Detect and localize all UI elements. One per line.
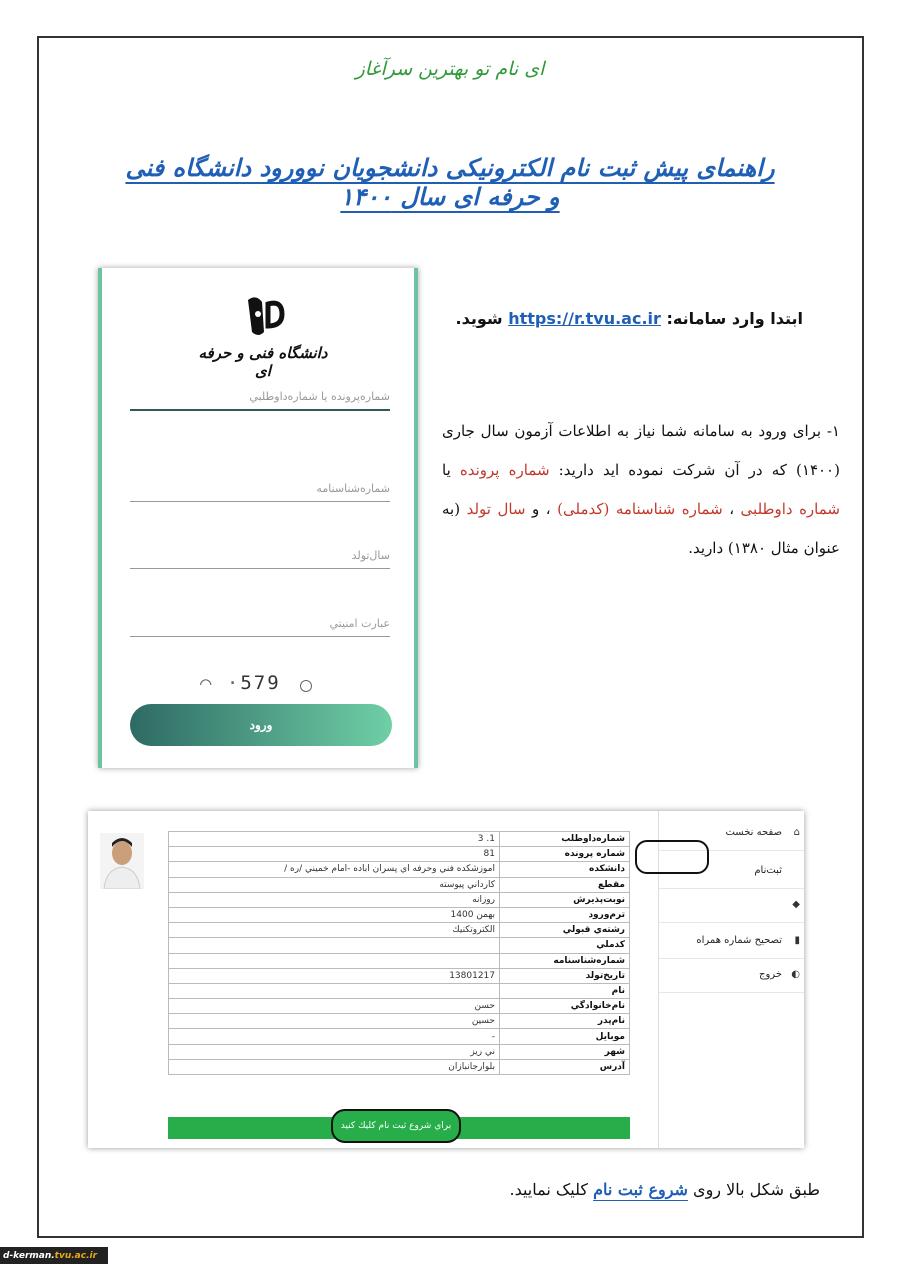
table-row xyxy=(169,1044,630,1059)
hl-candidate-number: شماره داوطلبی xyxy=(740,500,840,518)
sidebar-item-edit-mobile[interactable] xyxy=(658,923,804,959)
captcha-input[interactable]: عبارت امنيتي xyxy=(130,617,390,637)
login-card xyxy=(98,268,418,768)
hl-file-number: شماره پرونده xyxy=(459,461,550,479)
row-value: روزانه xyxy=(169,892,500,907)
sidebar-item-label: تصحيح شماره همراه xyxy=(696,935,782,946)
table-row xyxy=(169,999,630,1014)
sidebar-item-label: خروج xyxy=(759,969,782,980)
home-icon: ⌂ xyxy=(793,827,800,838)
row-value: حسن xyxy=(169,999,500,1014)
student-photo xyxy=(100,833,144,889)
row-value: 13801217 xyxy=(169,968,500,983)
table-row xyxy=(169,907,630,922)
table-row xyxy=(169,968,630,983)
row-value xyxy=(169,938,500,953)
row-key: شماره پرونده xyxy=(500,847,630,862)
basmala-heading: ای نام تو بهترین سرآغاز xyxy=(355,58,545,80)
table-row xyxy=(169,847,630,862)
or-text: یا xyxy=(442,461,451,479)
table-row xyxy=(169,938,630,953)
student-info-table xyxy=(168,831,630,1075)
captcha-row xyxy=(200,672,330,700)
sidebar-item-hidden[interactable] xyxy=(658,887,804,923)
captcha-refresh-radio[interactable] xyxy=(300,680,312,692)
table-row xyxy=(169,892,630,907)
table-row xyxy=(169,983,630,998)
row-value: حسين xyxy=(169,1014,500,1029)
footer-site-tag xyxy=(0,1247,108,1264)
row-key: نام xyxy=(500,983,630,998)
sidebar-item-logout[interactable] xyxy=(658,957,804,993)
sidebar-item-label: صفحه نخست xyxy=(725,827,782,838)
row-value: الكتروتكنيك xyxy=(169,923,500,938)
start-registration-button[interactable]: براي شروع ثبت نام كليك كنيد xyxy=(331,1109,461,1143)
tag-icon: ◆ xyxy=(792,899,800,910)
portal-url-link[interactable]: https://r.tvu.ac.ir xyxy=(508,309,661,328)
login-button[interactable]: ورود xyxy=(130,704,392,746)
row-value: ني ريز xyxy=(169,1044,500,1059)
row-key: شماره‌شناسنامه xyxy=(500,953,630,968)
captcha-image: ⌒ ·579 xyxy=(200,672,281,694)
step-text-2: (به عنوان مثال ۱۳۸۰) دارید. xyxy=(442,500,840,557)
table-row xyxy=(169,1014,630,1029)
row-key: دانشکده xyxy=(500,862,630,877)
footer-tag-prefix: d-kerman. xyxy=(3,1250,55,1261)
row-value xyxy=(169,983,500,998)
row-key: مقطع xyxy=(500,877,630,892)
row-value: كارداني پيوسته xyxy=(169,877,500,892)
table-row xyxy=(169,953,630,968)
university-name: دانشگاه فنی و حرفه ای xyxy=(198,344,328,380)
row-key: نام‌پدر xyxy=(500,1014,630,1029)
intro-suffix: شوید. xyxy=(455,309,503,328)
footer-tag-domain: tvu.ac.ir xyxy=(54,1250,98,1261)
row-key: نام‌خانوادگي xyxy=(500,999,630,1014)
row-value: بلوارجانبازان xyxy=(169,1059,500,1074)
file-number-input[interactable]: شماره‌پرونده یا شماره‌داوطلبي xyxy=(130,390,390,411)
row-value: بهمن 1400 xyxy=(169,907,500,922)
intro-prefix: ابتدا وارد سامانه: xyxy=(666,309,803,328)
hl-id-number: شماره شناسنامه (کدملی) xyxy=(557,500,723,518)
university-logo xyxy=(198,292,328,380)
final-highlight: شروع ثبت نام xyxy=(593,1180,688,1199)
row-key: شهر xyxy=(500,1044,630,1059)
row-key: آدرس xyxy=(500,1059,630,1074)
birth-year-input[interactable]: سال‌تولد xyxy=(130,549,390,569)
table-row xyxy=(169,1029,630,1044)
step-number: ۱- xyxy=(826,422,840,440)
toggle-icon: ◐ xyxy=(791,969,800,980)
row-value: 81 xyxy=(169,847,500,862)
row-value: - xyxy=(169,1029,500,1044)
step-intro xyxy=(456,309,803,328)
table-row xyxy=(169,877,630,892)
final-prefix: طبق شکل بالا روی xyxy=(693,1180,820,1199)
and-text: ، و xyxy=(532,500,551,518)
table-row xyxy=(169,832,630,847)
table-row xyxy=(169,923,630,938)
row-key: كدملي xyxy=(500,938,630,953)
university-logo-icon xyxy=(198,292,328,344)
hl-birth-year: سال تولد xyxy=(466,500,526,518)
final-instruction xyxy=(509,1180,820,1199)
step-text-1: برای ورود به سامانه شما نیاز به اطلاعات آزمون سال جاری (۱۴۰۰) که در آن شرکت نموده اید دارید: xyxy=(442,422,840,479)
row-key: شماره‌داوطلب xyxy=(500,832,630,847)
row-key: ترم‌ورود xyxy=(500,907,630,922)
step-1-paragraph xyxy=(442,412,840,568)
row-key: رشته‌ي قبولي xyxy=(500,923,630,938)
id-number-input[interactable]: شماره‌شناسنامه xyxy=(130,482,390,502)
final-suffix: کلیک نمایید. xyxy=(509,1180,588,1199)
sidebar-item-label: ثبت‌نام xyxy=(754,865,782,876)
row-value xyxy=(169,953,500,968)
register-highlight-circle xyxy=(635,840,709,874)
sep-text: ، xyxy=(729,500,735,518)
table-row xyxy=(169,1059,630,1074)
page-title: راهنمای پیش ثبت نام الکترونیکی دانشجویان نوورود دانشگاه فنی و حرفه ای سال ۱۴۰۰ xyxy=(125,153,775,211)
row-key: موبايل xyxy=(500,1029,630,1044)
row-value: اموزشکده فني وحرفه اي پسران اباده -امام خميني /ره / xyxy=(169,862,500,877)
captcha-text: 579 xyxy=(240,672,281,694)
row-key: تاريخ‌تولد xyxy=(500,968,630,983)
row-key: نوبت‌پذيرش xyxy=(500,892,630,907)
phone-icon: ▮ xyxy=(794,935,800,946)
table-row xyxy=(169,862,630,877)
row-value: 1. 3 xyxy=(169,832,500,847)
